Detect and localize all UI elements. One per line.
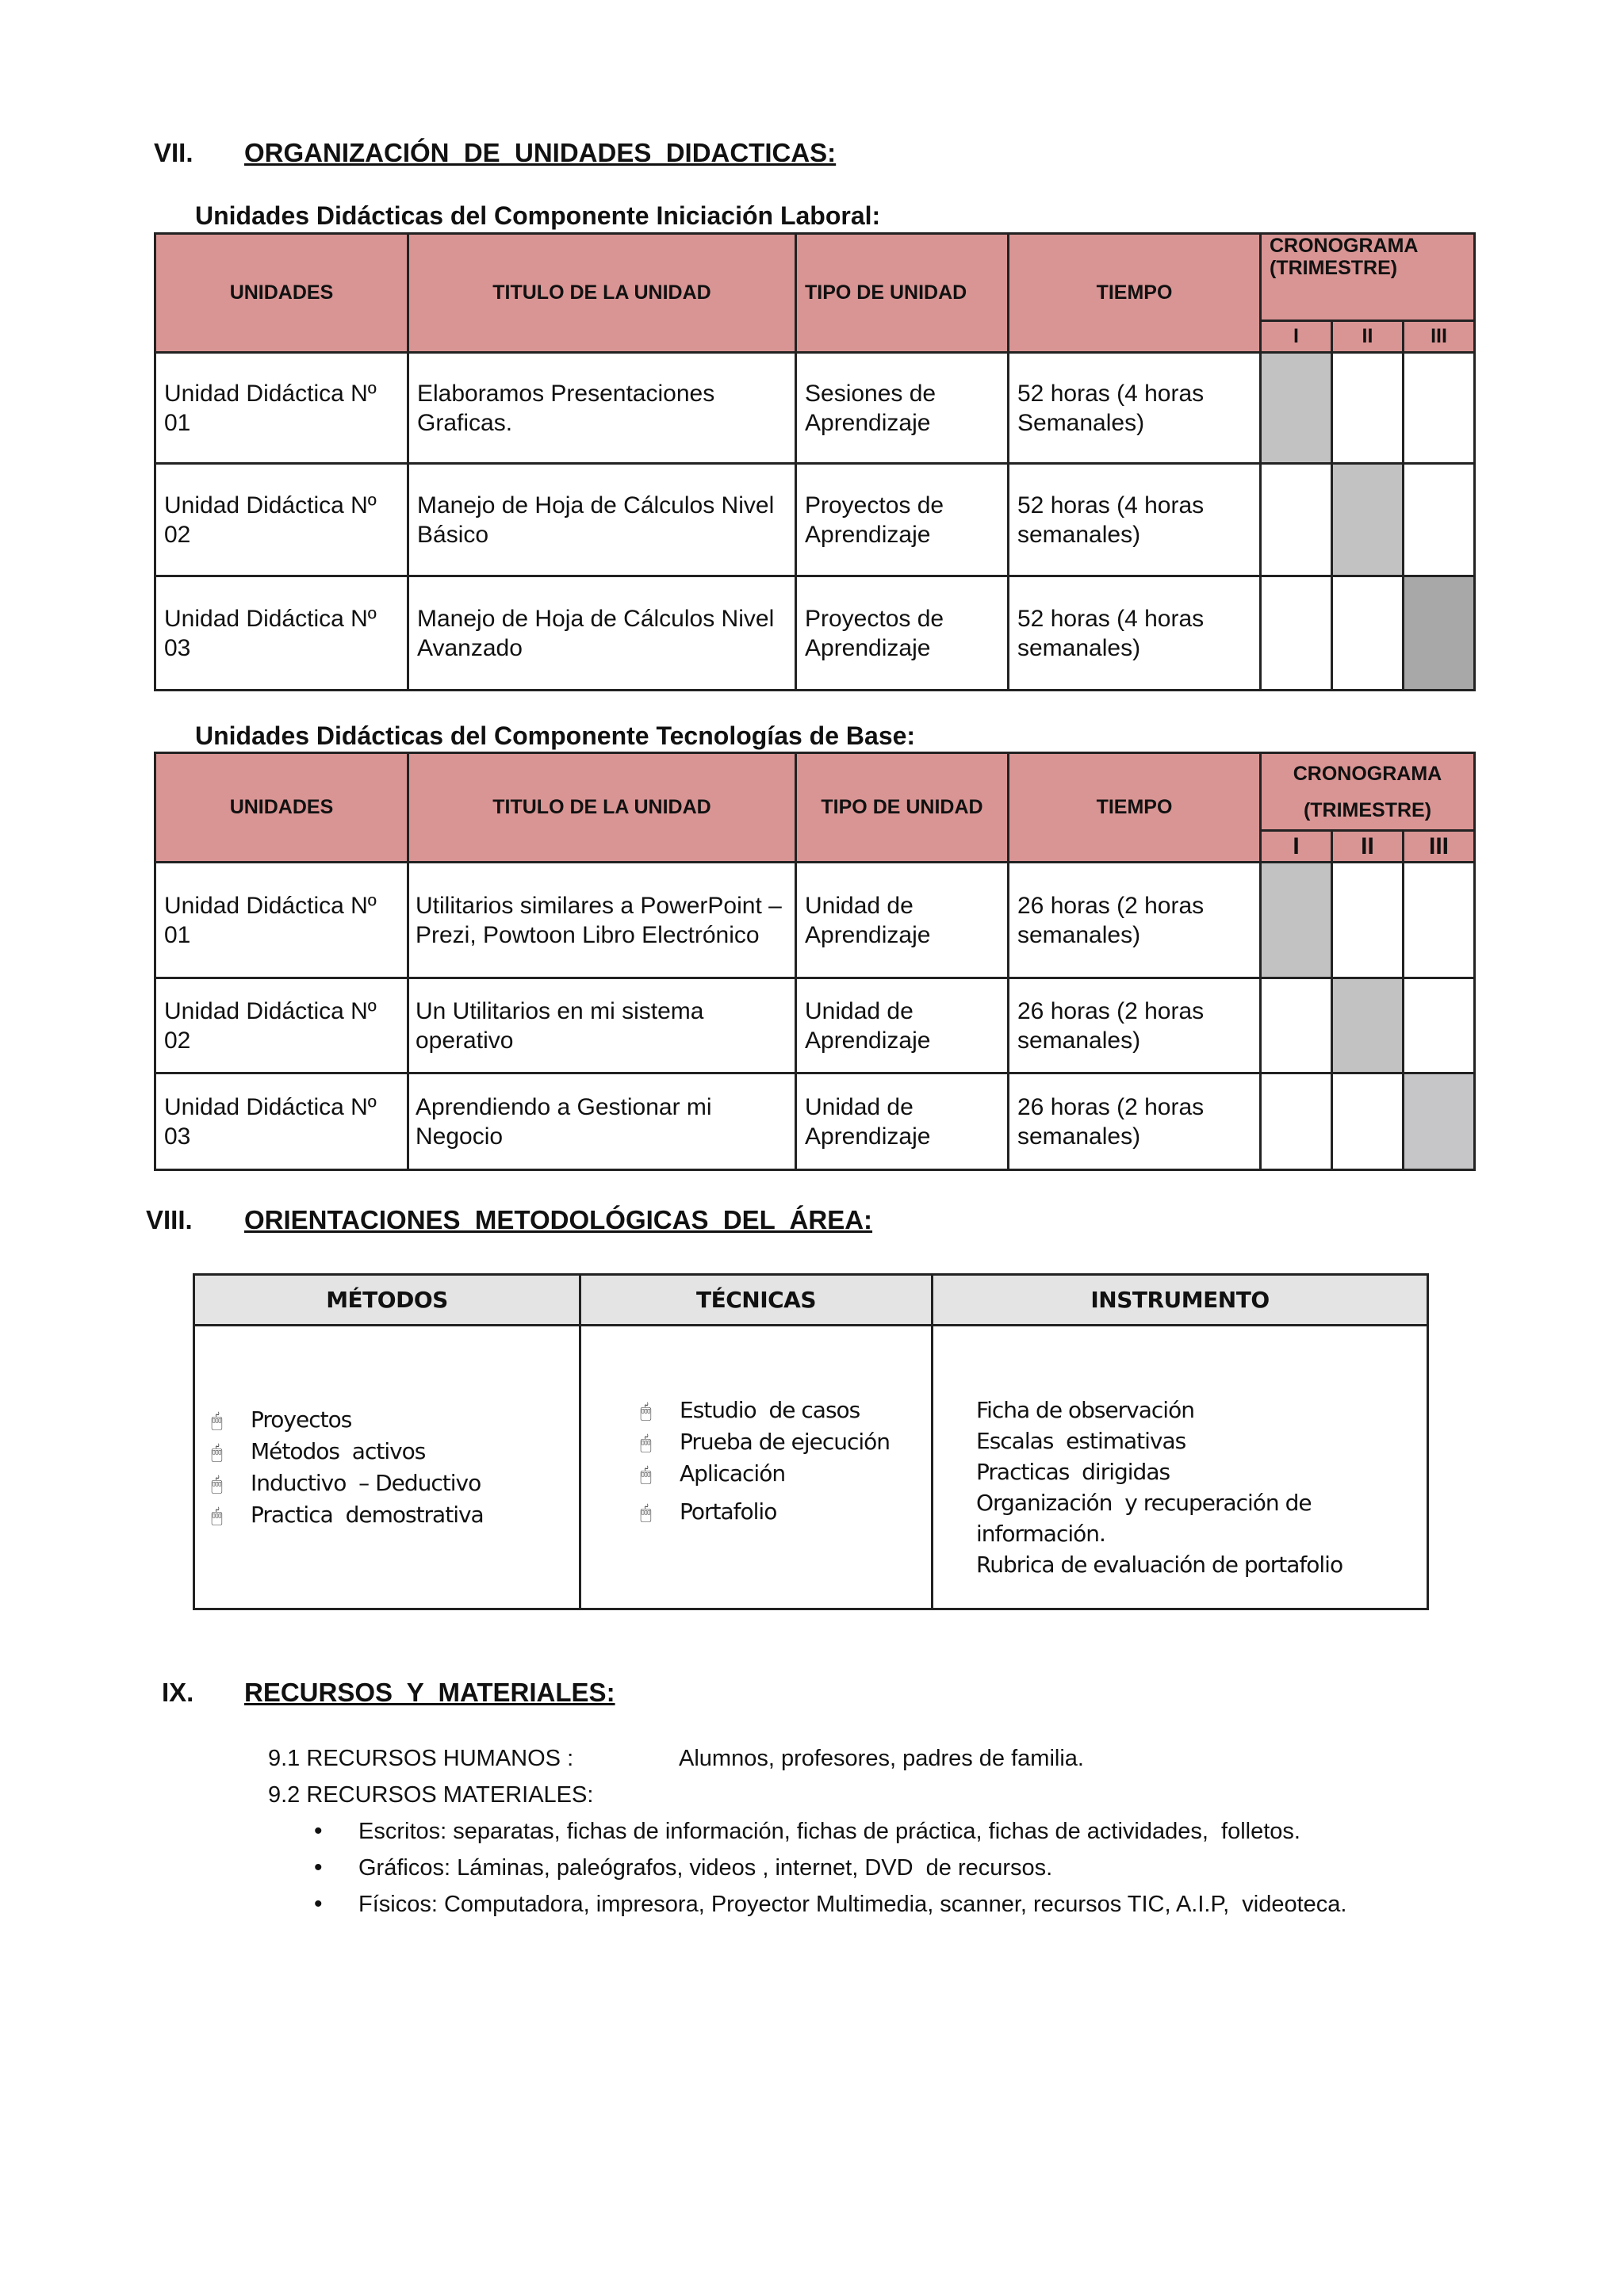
instrumento-item: Ficha de observación — [976, 1397, 1194, 1423]
cell-tiempo: 52 horas (4 horas semanales) — [1009, 576, 1261, 691]
recursos-humanos-label: 9.1 RECURSOS HUMANOS : — [268, 1746, 574, 1771]
header-tiempo: TIEMPO — [1009, 234, 1261, 353]
mouse-icon: 🖱 — [640, 1502, 651, 1524]
tecnica-label: Prueba de ejecución — [680, 1429, 891, 1455]
schedule-cell-ii-active — [1332, 464, 1404, 576]
list-item — [205, 1499, 579, 1531]
cell-titulo: Manejo de Hoja de Cálculos Nivel Básico — [408, 464, 796, 576]
tecnicas-list — [634, 1395, 931, 1528]
list-item — [634, 1426, 931, 1458]
mouse-icon: 🖱 — [211, 1410, 222, 1432]
schedule-cell-i — [1261, 1073, 1332, 1170]
schedule-cell-i — [1261, 978, 1332, 1073]
section-8-title: ORIENTACIONES METODOLÓGICAS DEL ÁREA: — [244, 1205, 873, 1234]
cell-titulo: Aprendiendo a Gestionar mi Negocio — [408, 1073, 796, 1170]
methodology-table — [193, 1273, 1429, 1610]
section-8-heading — [146, 1205, 1018, 1237]
cell-tiempo: 52 horas (4 horas Semanales) — [1009, 353, 1261, 464]
trimestre-label: (TRIMESTRE) — [1303, 798, 1432, 821]
list-item — [314, 1813, 1503, 1850]
section-8-number: VIII. — [146, 1205, 193, 1234]
header-cronograma — [1261, 753, 1475, 831]
recurso-item: Físicos: Computadora, impresora, Proyector Multimedia, scanner, recursos TIC, A.I.P, videoteca. — [358, 1892, 1347, 1917]
list-item — [205, 1404, 579, 1436]
header-metodos: MÉTODOS — [194, 1275, 580, 1326]
header-titulo: TITULO DE LA UNIDAD — [408, 753, 796, 863]
cell-tiempo: 26 horas (2 horas semanales) — [1009, 863, 1261, 978]
section-7-heading — [154, 138, 947, 170]
cell-tipo: Proyectos de Aprendizaje — [796, 464, 1009, 576]
cell-unidad: Unidad Didáctica Nº 02 — [155, 978, 408, 1073]
schedule-cell-i — [1261, 576, 1332, 691]
instrumento-item: Escalas estimativas — [976, 1428, 1186, 1454]
metodo-label: Practica demostrativa — [251, 1502, 484, 1528]
section-7-number: VII. — [154, 138, 193, 167]
recursos-materiales-list — [314, 1813, 1503, 1923]
metodo-label: Proyectos — [251, 1406, 352, 1433]
schedule-cell-ii — [1332, 1073, 1404, 1170]
schedule-cell-ii — [1332, 576, 1404, 691]
cell-unidad: Unidad Didáctica Nº 03 — [155, 576, 408, 691]
cell-unidad: Unidad Didáctica Nº 03 — [155, 1073, 408, 1170]
header-titulo: TITULO DE LA UNIDAD — [408, 234, 796, 353]
schedule-cell-iii — [1404, 863, 1475, 978]
header-trimestre-iii: III — [1404, 831, 1475, 863]
instrumento-item: Rubrica de evaluación de portafolio — [976, 1552, 1343, 1578]
table-row — [155, 1073, 1475, 1170]
header-unidades: UNIDADES — [155, 234, 408, 353]
cell-tiempo: 26 horas (2 horas semanales) — [1009, 978, 1261, 1073]
mouse-icon: 🖱 — [640, 1432, 651, 1454]
recurso-item: Escritos: separatas, fichas de información, fichas de práctica, fichas de actividades, folletos. — [358, 1819, 1300, 1844]
instrumento-item: Organización y recuperación de — [976, 1490, 1312, 1516]
cell-tipo: Proyectos de Aprendizaje — [796, 576, 1009, 691]
cell-titulo: Elaboramos Presentaciones Graficas. — [408, 353, 796, 464]
cronograma-label: CRONOGRAMA — [1293, 762, 1442, 785]
trimestre-label: (TRIMESTRE) — [1270, 257, 1398, 279]
header-trimestre-ii: II — [1332, 831, 1404, 863]
section-9-number: IX. — [162, 1678, 194, 1707]
header-tecnicas: TÉCNICAS — [580, 1275, 933, 1326]
cell-unidad: Unidad Didáctica Nº 02 — [155, 464, 408, 576]
table-row — [155, 353, 1475, 464]
schedule-cell-ii — [1332, 353, 1404, 464]
schedule-cell-iii — [1404, 978, 1475, 1073]
cronograma-label: CRONOGRAMA — [1270, 235, 1419, 257]
units-table-tecnologias-de-base — [154, 752, 1476, 1171]
tecnica-label: Portafolio — [680, 1498, 777, 1525]
table-row — [155, 978, 1475, 1073]
recursos-humanos-value: Alumnos, profesores, padres de familia. — [679, 1746, 1084, 1771]
recursos-humanos-row — [268, 1740, 1457, 1777]
recurso-item: Gráficos: Láminas, paleógrafos, videos , internet, DVD de recursos. — [358, 1855, 1053, 1881]
cell-titulo: Un Utilitarios en mi sistema operativo — [408, 978, 796, 1073]
schedule-cell-i — [1261, 464, 1332, 576]
header-tiempo: TIEMPO — [1009, 753, 1261, 863]
schedule-cell-iii — [1404, 353, 1475, 464]
header-trimestre-iii: III — [1404, 321, 1475, 353]
list-item — [205, 1468, 579, 1499]
mouse-icon: 🖱 — [640, 1400, 651, 1422]
schedule-cell-iii-active — [1404, 1073, 1475, 1170]
schedule-cell-ii-active — [1332, 978, 1404, 1073]
schedule-cell-iii — [1404, 464, 1475, 576]
cell-unidad: Unidad Didáctica Nº 01 — [155, 353, 408, 464]
mouse-icon: 🖱 — [211, 1473, 222, 1495]
list-item — [634, 1395, 931, 1426]
table-2-caption: Unidades Didácticas del Componente Tecnologías de Base: — [195, 721, 916, 750]
list-item — [314, 1886, 1503, 1923]
table-row — [155, 863, 1475, 978]
recursos-materiales-label: 9.2 RECURSOS MATERIALES: — [268, 1782, 594, 1808]
header-cronograma — [1261, 234, 1475, 321]
header-tipo: TIPO DE UNIDAD — [796, 753, 1009, 863]
cell-tipo: Unidad de Aprendizaje — [796, 1073, 1009, 1170]
instrumento-item: Practicas dirigidas — [976, 1459, 1170, 1485]
tecnica-label: Estudio de casos — [680, 1397, 860, 1423]
schedule-cell-i-active — [1261, 353, 1332, 464]
table-1-caption: Unidades Didácticas del Componente Iniciación Laboral: — [195, 201, 881, 230]
tecnicas-cell — [580, 1326, 933, 1609]
mouse-icon: 🖱 — [211, 1505, 222, 1527]
list-item — [205, 1436, 579, 1468]
metodos-cell — [194, 1326, 580, 1609]
cell-titulo: Manejo de Hoja de Cálculos Nivel Avanzado — [408, 576, 796, 691]
mouse-icon: 🖱 — [211, 1441, 222, 1464]
list-item — [634, 1458, 931, 1490]
cell-titulo: Utilitarios similares a PowerPoint – Prezi, Powtoon Libro Electrónico — [408, 863, 796, 978]
section-9-title: RECURSOS Y MATERIALES: — [244, 1678, 615, 1707]
cell-tipo: Sesiones de Aprendizaje — [796, 353, 1009, 464]
header-trimestre-ii: II — [1332, 321, 1404, 353]
list-item — [314, 1850, 1503, 1886]
header-instrumento: INSTRUMENTO — [933, 1275, 1428, 1326]
metodo-label: Métodos activos — [251, 1438, 426, 1464]
instrumento-list — [976, 1395, 1427, 1580]
tecnica-label: Aplicación — [680, 1460, 786, 1487]
cell-tipo: Unidad de Aprendizaje — [796, 863, 1009, 978]
schedule-cell-i-active — [1261, 863, 1332, 978]
units-table-iniciacion-laboral — [154, 232, 1476, 691]
list-item — [634, 1496, 931, 1528]
table-row — [155, 464, 1475, 576]
metodos-list — [205, 1404, 579, 1531]
instrumento-cell — [933, 1326, 1428, 1609]
mouse-icon: 🖱 — [640, 1464, 651, 1486]
cell-tipo: Unidad de Aprendizaje — [796, 978, 1009, 1073]
section-9-heading — [162, 1678, 955, 1709]
header-unidades: UNIDADES — [155, 753, 408, 863]
header-tipo: TIPO DE UNIDAD — [796, 234, 1009, 353]
instrumento-item: información. — [976, 1521, 1105, 1547]
cell-tiempo: 26 horas (2 horas semanales) — [1009, 1073, 1261, 1170]
cell-unidad: Unidad Didáctica Nº 01 — [155, 863, 408, 978]
table-row — [155, 576, 1475, 691]
schedule-cell-iii-active — [1404, 576, 1475, 691]
schedule-cell-ii — [1332, 863, 1404, 978]
header-trimestre-i: I — [1261, 321, 1332, 353]
cell-tiempo: 52 horas (4 horas semanales) — [1009, 464, 1261, 576]
section-7-title: ORGANIZACIÓN DE UNIDADES DIDACTICAS: — [244, 138, 837, 167]
metodo-label: Inductivo – Deductivo — [251, 1470, 481, 1496]
header-trimestre-i: I — [1261, 831, 1332, 863]
